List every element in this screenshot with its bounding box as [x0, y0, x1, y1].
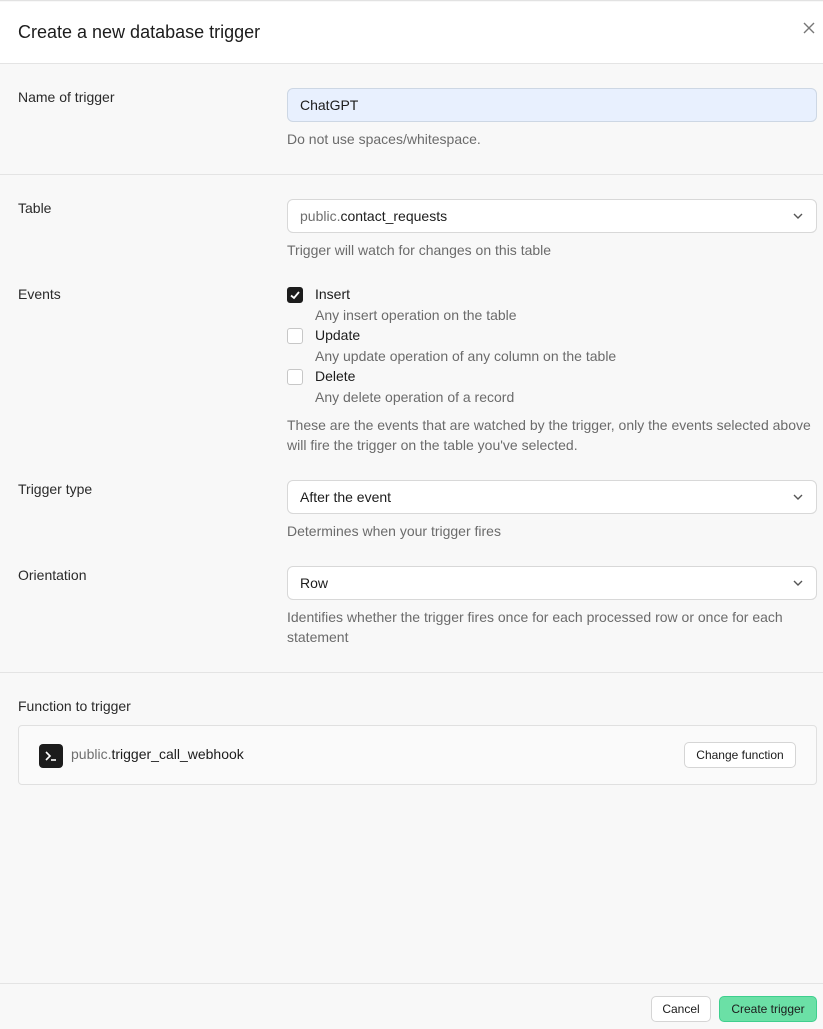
orientation-help-line-2: statement [287, 629, 349, 645]
orientation-label: Orientation [18, 567, 87, 583]
name-label: Name of trigger [18, 89, 115, 105]
trigger-type-help: Determines when your trigger fires [287, 523, 501, 539]
trigger-type-label: Trigger type [18, 481, 93, 497]
update-checkbox[interactable] [287, 328, 303, 344]
chevron-down-icon [792, 491, 804, 503]
insert-label[interactable]: Insert [315, 286, 351, 302]
table-schema: public. [300, 208, 341, 224]
panel-title: Create a new database trigger [18, 22, 261, 42]
table-select[interactable] [287, 199, 817, 233]
function-name-text: trigger_call_webhook [111, 746, 244, 762]
insert-description: Any insert operation on the table [315, 307, 517, 323]
events-help-line-2: will fire the trigger on the table you've selected. [287, 437, 578, 453]
table-label: Table [18, 200, 52, 216]
create-trigger-button[interactable]: Create trigger [719, 996, 817, 1022]
close-button[interactable] [799, 16, 819, 40]
function-label: Function to trigger [18, 698, 131, 714]
table-name: contact_requests [340, 208, 448, 224]
orientation-select[interactable] [287, 566, 817, 600]
close-icon [803, 22, 815, 34]
function-card [18, 725, 817, 785]
events-help-line-1: These are the events that are watched by the trigger, only the events selected above [287, 417, 811, 433]
config-section [0, 175, 823, 673]
panel-header [0, 2, 823, 64]
delete-checkbox[interactable] [287, 369, 303, 385]
update-label[interactable]: Update [315, 327, 361, 343]
function-schema: public. [71, 746, 112, 762]
trigger-type-value: After the event [300, 489, 392, 505]
change-function-button[interactable]: Change function [684, 742, 796, 768]
trigger-name-input[interactable] [287, 88, 817, 122]
chevron-down-icon [792, 577, 804, 589]
orientation-value: Row [300, 575, 329, 591]
name-section [0, 64, 823, 175]
checkmark-icon [289, 289, 301, 301]
panel-footer [0, 983, 823, 1029]
terminal-icon [39, 744, 63, 768]
insert-checkbox[interactable] [287, 287, 303, 303]
name-help: Do not use spaces/whitespace. [287, 131, 481, 147]
events-label: Events [18, 286, 61, 302]
cancel-button[interactable]: Cancel [651, 996, 711, 1022]
update-description: Any update operation of any column on the table [315, 348, 617, 364]
orientation-help-line-1: Identifies whether the trigger fires once for each processed row or once for each [287, 609, 783, 625]
function-name [71, 746, 244, 762]
table-help: Trigger will watch for changes on this table [287, 242, 552, 258]
delete-label[interactable]: Delete [315, 368, 356, 384]
delete-description: Any delete operation of a record [315, 389, 515, 405]
trigger-type-select[interactable] [287, 480, 817, 514]
trigger-name-value: ChatGPT [300, 97, 359, 113]
chevron-down-icon [792, 210, 804, 222]
